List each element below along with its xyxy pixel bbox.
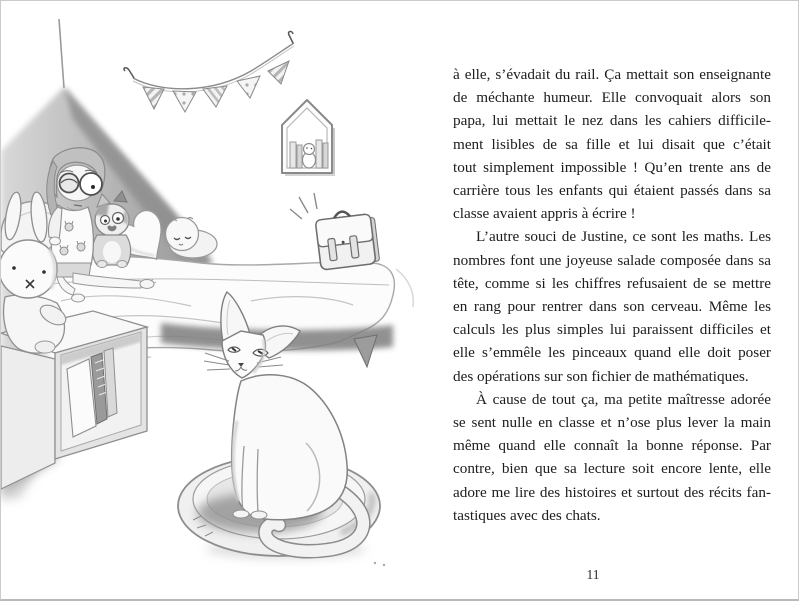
sleeping-plush — [166, 218, 218, 259]
text-line: nombres font une joyeuse salade composée dans sa — [453, 251, 771, 269]
text-line: papa, lui mettait le nez dans les cahiers difficile- — [453, 112, 771, 130]
text-line: elle s’emmêle les pinceaux quand elle doit poser — [453, 344, 771, 362]
text-line: À cause de tout ça, ma petite maîtresse adorée — [476, 390, 771, 408]
text-line: en rang pour rentrer dans son cerveau. Même les — [453, 298, 771, 316]
hook-icon — [124, 68, 134, 78]
text-line: calculs les plus simples lui paraissent difficiles et — [453, 321, 771, 339]
hook-icon — [289, 31, 293, 43]
tiny-plush-in-shelf — [303, 144, 316, 169]
left-page-illustration — [1, 1, 431, 601]
text-line: contre, bien que sa lecture soit encore lente, elle — [453, 460, 771, 478]
text-line: L’autre souci de Justine, ce sont les maths. Les — [476, 228, 771, 246]
text-line: ment lisibles de sa fille et lui disait que c’était — [453, 135, 771, 153]
text-line: à elle, s’évadait du rail. Ça mettait son enseignante — [453, 66, 771, 83]
glasses-left-lens — [60, 174, 79, 193]
school-satchel — [290, 193, 380, 270]
text-line: même quand elle connaît la bonne réponse. Par — [453, 437, 771, 455]
text-line: carrière tous les enfants qui étaient passés dans sa — [453, 182, 771, 200]
right-page-text — [453, 63, 771, 527]
text-line: adore me lire des histoires et surtout des récits fan- — [453, 483, 771, 501]
text-line: des opérations sur son fichier de mathématiques. — [453, 367, 749, 385]
text-line: de méchante humeur. Elle convoquait alors son — [453, 89, 771, 107]
page-number: 11 — [586, 567, 600, 582]
bed-leg — [354, 335, 377, 367]
house-shaped-shelf — [282, 100, 335, 175]
text-line: classe avaient appris à écrire ! — [453, 205, 636, 223]
text-line: se sent nulle en classe et n’ose plus lever la main — [453, 414, 771, 432]
text-line: tête, comme si les chiffres refusaient de se mettre — [453, 274, 771, 292]
emphasis-rays — [290, 193, 317, 219]
text-line: tastiques avec des chats. — [453, 506, 601, 524]
glasses-right-lens — [80, 173, 102, 195]
bunting-garland — [124, 31, 294, 112]
text-line: tout simplement impossible ! Qu’en trente ans de — [453, 158, 771, 176]
